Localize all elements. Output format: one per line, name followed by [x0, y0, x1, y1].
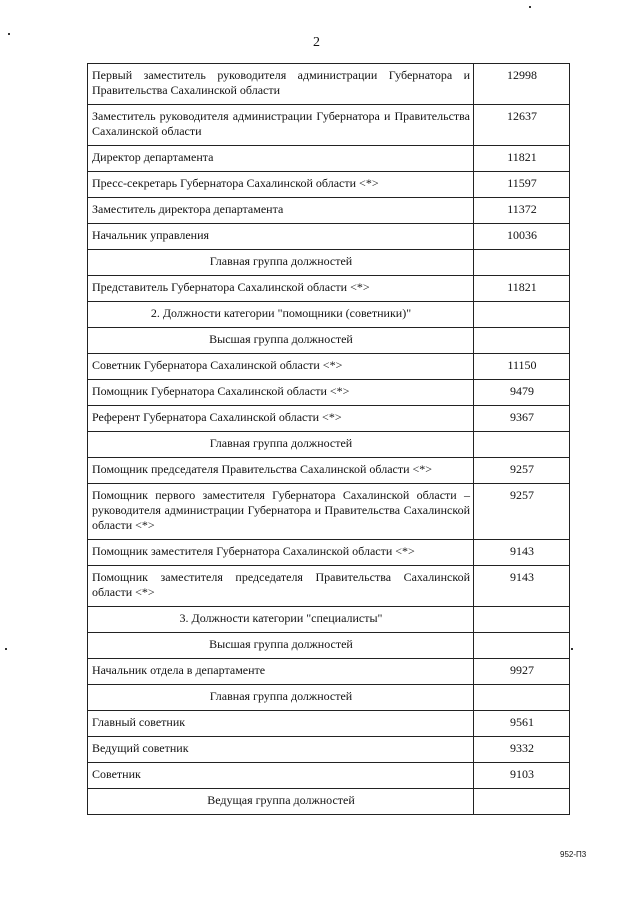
amount-cell: 12998 — [474, 64, 570, 105]
table-group-header-row — [88, 328, 570, 354]
table-row — [88, 711, 570, 737]
amount-cell — [474, 607, 570, 633]
amount-cell: 10036 — [474, 224, 570, 250]
table-row — [88, 64, 570, 105]
table-body — [88, 64, 570, 815]
amount-cell — [474, 685, 570, 711]
amount-cell: 9927 — [474, 659, 570, 685]
table-group-header-row — [88, 607, 570, 633]
position-cell: 2. Должности категории "помощники (советники)" — [88, 302, 474, 328]
table-row — [88, 146, 570, 172]
position-cell: Директор департамента — [88, 146, 474, 172]
table-row — [88, 198, 570, 224]
amount-cell: 11150 — [474, 354, 570, 380]
table-group-header-row — [88, 302, 570, 328]
position-cell: Главная группа должностей — [88, 250, 474, 276]
salary-table — [87, 63, 570, 815]
page-number: 2 — [313, 35, 320, 50]
position-cell: Главная группа должностей — [88, 685, 474, 711]
position-cell: Главная группа должностей — [88, 432, 474, 458]
table-row — [88, 737, 570, 763]
table-row — [88, 566, 570, 607]
position-cell: Начальник отдела в департаменте — [88, 659, 474, 685]
position-cell: Первый заместитель руководителя администрации Губернатора и Правительства Сахалинской области — [88, 64, 474, 105]
table-row — [88, 354, 570, 380]
position-cell: Пресс-секретарь Губернатора Сахалинской области <*> — [88, 172, 474, 198]
amount-cell: 9257 — [474, 458, 570, 484]
position-cell: Главный советник — [88, 711, 474, 737]
amount-cell: 9143 — [474, 566, 570, 607]
amount-cell — [474, 432, 570, 458]
amount-cell — [474, 302, 570, 328]
table-group-header-row — [88, 432, 570, 458]
table-row — [88, 172, 570, 198]
table-row — [88, 540, 570, 566]
amount-cell: 9103 — [474, 763, 570, 789]
position-cell: Помощник председателя Правительства Сахалинской области <*> — [88, 458, 474, 484]
position-cell: Высшая группа должностей — [88, 328, 474, 354]
amount-cell: 9332 — [474, 737, 570, 763]
table-row — [88, 484, 570, 540]
position-cell: Советник — [88, 763, 474, 789]
position-cell: Ведущая группа должностей — [88, 789, 474, 815]
scan-speck — [8, 33, 10, 35]
scan-speck — [571, 648, 573, 650]
position-cell: Помощник заместителя Губернатора Сахалинской области <*> — [88, 540, 474, 566]
position-cell: 3. Должности категории "специалисты" — [88, 607, 474, 633]
position-cell: Ведущий советник — [88, 737, 474, 763]
position-cell: Помощник Губернатора Сахалинской области <*> — [88, 380, 474, 406]
amount-cell — [474, 789, 570, 815]
amount-cell: 9143 — [474, 540, 570, 566]
table-row — [88, 406, 570, 432]
position-cell: Помощник заместителя председателя Правительства Сахалинской области <*> — [88, 566, 474, 607]
scan-speck — [529, 6, 531, 8]
table-row — [88, 105, 570, 146]
amount-cell: 9367 — [474, 406, 570, 432]
amount-cell — [474, 633, 570, 659]
position-cell: Заместитель директора департамента — [88, 198, 474, 224]
table-row — [88, 276, 570, 302]
table-row — [88, 224, 570, 250]
amount-cell — [474, 250, 570, 276]
position-cell: Заместитель руководителя администрации Губернатора и Правительства Сахалинской области — [88, 105, 474, 146]
amount-cell: 11597 — [474, 172, 570, 198]
position-cell: Референт Губернатора Сахалинской области <*> — [88, 406, 474, 432]
amount-cell: 9479 — [474, 380, 570, 406]
amount-cell: 11372 — [474, 198, 570, 224]
amount-cell: 11821 — [474, 146, 570, 172]
table-group-header-row — [88, 789, 570, 815]
table-group-header-row — [88, 633, 570, 659]
position-cell: Советник Губернатора Сахалинской области <*> — [88, 354, 474, 380]
amount-cell — [474, 328, 570, 354]
position-cell: Начальник управления — [88, 224, 474, 250]
table-row — [88, 659, 570, 685]
amount-cell: 9257 — [474, 484, 570, 540]
table-group-header-row — [88, 685, 570, 711]
amount-cell: 12637 — [474, 105, 570, 146]
table-group-header-row — [88, 250, 570, 276]
table-row — [88, 380, 570, 406]
amount-cell: 11821 — [474, 276, 570, 302]
scan-speck — [5, 648, 7, 650]
position-cell: Представитель Губернатора Сахалинской области <*> — [88, 276, 474, 302]
position-cell: Высшая группа должностей — [88, 633, 474, 659]
position-cell: Помощник первого заместителя Губернатора Сахалинской области – руководителя администрации Губернатора и Правительства Сахалинской области <*> — [88, 484, 474, 540]
footer-code: 952-П3 — [560, 850, 587, 859]
amount-cell: 9561 — [474, 711, 570, 737]
table-row — [88, 763, 570, 789]
table-row — [88, 458, 570, 484]
